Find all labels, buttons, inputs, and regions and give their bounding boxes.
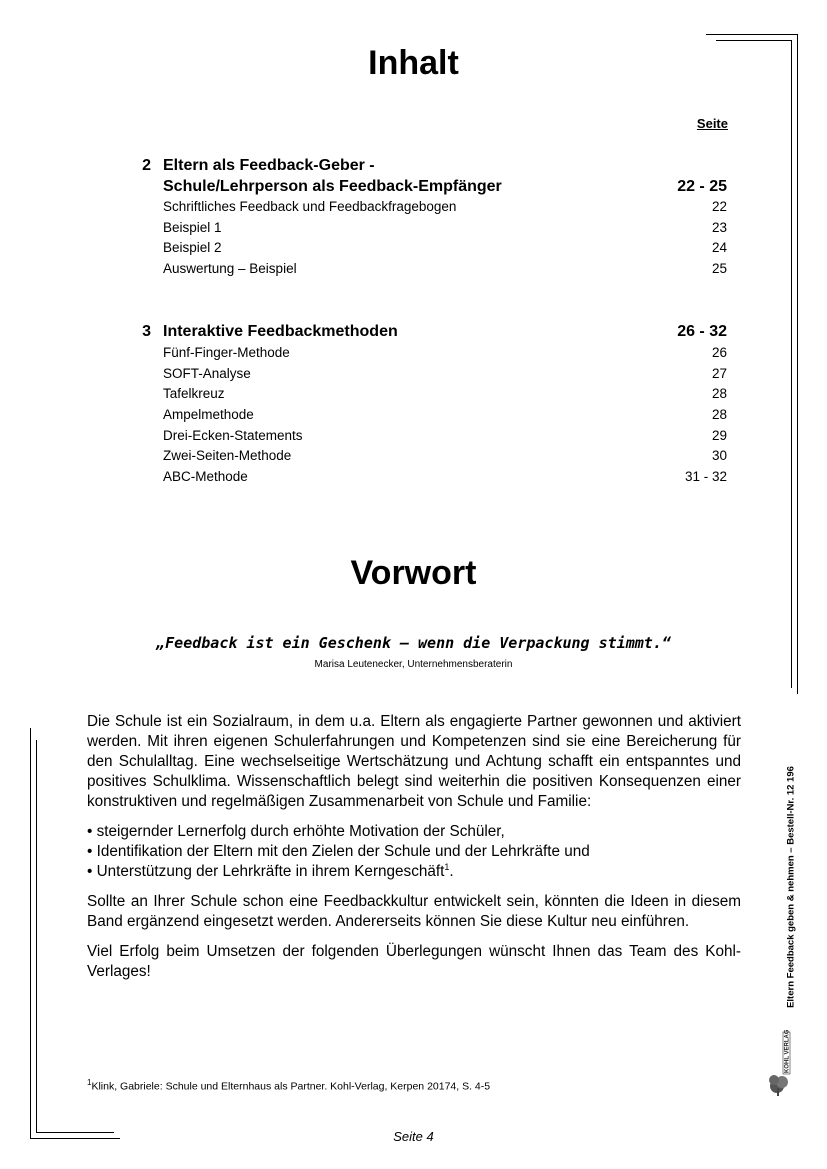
vorwort-title: Vorwort — [350, 554, 477, 592]
toc-item: Tafelkreuz — [163, 386, 225, 401]
toc-item: Zwei-Seiten-Methode — [163, 448, 292, 463]
toc-item-page: 26 — [711, 345, 727, 360]
vorwort-bullet: • Identifikation der Eltern mit den Zielen der Schule und der Lehrkräfte und — [87, 842, 741, 862]
toc-item: SOFT-Analyse — [163, 366, 251, 381]
toc-section-heading: Interaktive Feedbackmethoden — [163, 323, 398, 340]
tree-logo-icon — [768, 1030, 792, 1098]
vorwort-paragraph: Die Schule ist ein Sozialraum, in dem u.a. Eltern als engagierte Partner gewonnen und aktiviert werden. Mit ihren eigenen Schulerfahrungen und Kompetenzen sind sie eine Bereicherung für den Schulalltag. Eine wechselseitige Wertschätzung und Achtung schafft ein entspanntes und positives Schulklima. Wissenschaftlich belegt sind weiterhin die positiven Konsequenzen einer konstruktiven und regelmäßigen Zusammenarbeit von Schule und Familie: — [87, 713, 741, 810]
toc-section-heading: Eltern als Feedback-Geber - — [163, 157, 375, 174]
vorwort-bullet: • Unterstützung der Lehrkräfte in ihrem Kerngeschäft$^1$. — [87, 862, 741, 882]
publisher-logo — [768, 1030, 792, 1098]
side-label: Eltern Feedback geben & nehmen – Bestell-Nr. 12 196 — [785, 766, 797, 1008]
toc-item: ABC-Methode — [163, 469, 248, 484]
vorwort-bullet-list — [87, 822, 741, 882]
toc-section-number: 3 — [142, 323, 151, 340]
toc-item-page: 28 — [711, 386, 727, 401]
toc-item-page: 24 — [711, 240, 727, 255]
frame-top-right-horizontal-inner — [716, 40, 792, 41]
toc-section-range: 22 - 25 — [677, 178, 727, 195]
logo-text: KOHL VERLAG — [784, 1030, 791, 1073]
toc-item: Ampelmethode — [163, 407, 254, 422]
side-label-container — [776, 752, 806, 1022]
toc-section-range: 26 - 32 — [677, 323, 727, 340]
vorwort-quote-author: Marisa Leutenecker, Unternehmensberaterin — [314, 659, 513, 670]
footnote-number: 1 — [87, 1078, 92, 1087]
toc-item: Fünf-Finger-Methode — [163, 345, 290, 360]
frame-left-vertical-inner — [36, 740, 37, 1132]
vorwort-paragraph: Viel Erfolg beim Umsetzen der folgenden Überlegungen wünscht Ihnen das Team des Kohl-Verlages! — [87, 943, 741, 980]
toc-item-page: 29 — [711, 428, 727, 443]
vorwort-paragraph: Sollte an Ihrer Schule schon eine Feedbackkultur entwickelt sein, könnten die Ideen in diesem Band ergänzend eingesetzt werden. Andererseits können Sie diese Kultur neu einführen. — [87, 893, 741, 930]
toc-item-page: 22 — [711, 199, 727, 214]
vorwort-body — [87, 712, 741, 992]
toc-item: Schriftliches Feedback und Feedbackfragebogen — [163, 199, 457, 214]
toc-item: Auswertung – Beispiel — [163, 261, 297, 276]
vorwort-quote: „Feedback ist ein Geschenk – wenn die Verpackung stimmt.“ — [156, 634, 671, 652]
toc-item: Beispiel 1 — [163, 220, 222, 235]
vorwort-bullet: • steigernder Lernerfolg durch erhöhte Motivation der Schüler, — [87, 822, 741, 842]
page-number: Seite 4 — [393, 1129, 434, 1144]
footnote — [87, 1078, 490, 1093]
toc-item-page: 23 — [711, 220, 727, 235]
footnote-mark: 1 — [444, 861, 450, 872]
toc-item-page: 28 — [711, 407, 727, 422]
toc-item: Drei-Ecken-Statements — [163, 428, 303, 443]
frame-left-vertical — [30, 728, 31, 1138]
frame-right-vertical — [797, 34, 798, 694]
toc-section-heading: Schule/Lehrperson als Feedback-Empfänger — [163, 178, 502, 195]
toc-title: Inhalt — [368, 44, 459, 82]
toc-page-column-label: Seite — [696, 116, 728, 131]
toc-section-number: 2 — [142, 157, 151, 174]
toc-item-page: 27 — [711, 366, 727, 381]
toc-item-page: 25 — [711, 261, 727, 276]
frame-top-right-horizontal — [706, 34, 798, 35]
toc-item: Beispiel 2 — [163, 240, 222, 255]
toc-item-page: 30 — [711, 448, 727, 463]
footnote-text: Klink, Gabriele: Schule und Elternhaus als Partner. Kohl-Verlag, Kerpen 20174, S. 4-5 — [91, 1080, 491, 1093]
toc-item-page: 31 - 32 — [684, 469, 727, 484]
